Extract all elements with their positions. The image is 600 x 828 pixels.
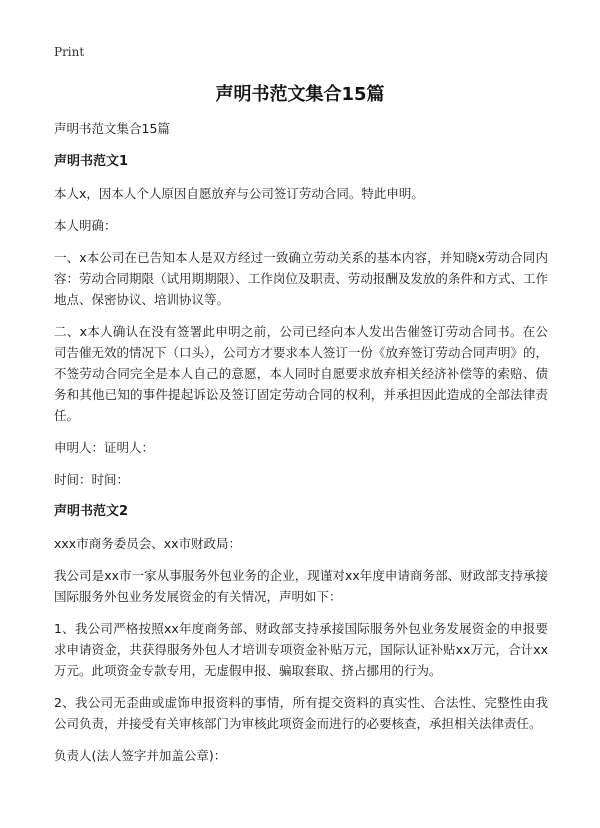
section2-signatory: 负责人(法人签字并加盖公章)： bbox=[54, 748, 227, 763]
section1-dates: 时间：时间： bbox=[54, 472, 130, 487]
section2-paragraph-2: 1、我公司严格按照xx年度商务部、财政部支持承接国际服务外包业务发展资金的申报要求申请资金，共获得服务外包人才培训专项资金补贴万元，国际认证补贴xx万元，合计xx万元。此项资金专款专用，无虚假申报、骗取套取、挤占挪用的行为。 bbox=[54, 621, 548, 678]
document-body bbox=[54, 118, 548, 777]
section-heading-2: 声明书范文2 bbox=[54, 504, 129, 519]
section1-signatories: 申明人：证明人： bbox=[54, 440, 155, 455]
section-heading-1: 声明书范文1 bbox=[54, 154, 129, 169]
section1-paragraph-3: 一、x本公司在已告知本人是双方经过一致确立劳动关系的基本内容，并知晓x劳动合同内容：劳动合同期限（试用期期限）、工作岗位及职责、劳动报酬及发放的条件和方式、工作地点、保密协议、培训协议等。 bbox=[54, 250, 548, 307]
section1-paragraph-4: 二、x本人确认在没有签署此申明之前，公司已经向本人发出告催签订劳动合同书。在公司告催无效的情况下（口头），公司方才要求本人签订一份《放弃签订劳动合同声明》的，不签劳动合同完全是本人自己的意愿，本人同时自愿要求放弃相关经济补偿等的索赔、债务和其他已知的事件提起诉讼及签订固定劳动合同的权利，并承担因此造成的全部法律责任。 bbox=[54, 324, 548, 423]
section2-paragraph-3: 2、我公司无歪曲或虚饰申报资料的事情，所有提交资料的真实性、合法性、完整性由我公司负责，并接受有关审核部门为审核此项资金而进行的必要核查，承担相关法律责任。 bbox=[54, 695, 548, 731]
print-link[interactable]: Print bbox=[54, 45, 85, 59]
page-title: 声明书范文集合15篇 bbox=[215, 84, 385, 105]
section1-paragraph-2: 本人明确： bbox=[54, 218, 117, 233]
section1-paragraph-1: 本人x，因本人个人原因自愿放弃与公司签订劳动合同。特此申明。 bbox=[54, 186, 424, 201]
section2-paragraph-1: 我公司是xx市一家从事服务外包业务的企业，现谨对xx年度申请商务部、财政部支持承接国际服务外包业务发展资金的有关情况，声明如下： bbox=[54, 568, 548, 604]
section2-addressee: xxx市商务委员会、xx市财政局： bbox=[54, 536, 241, 551]
document-subtitle: 声明书范文集合15篇 bbox=[54, 121, 170, 136]
